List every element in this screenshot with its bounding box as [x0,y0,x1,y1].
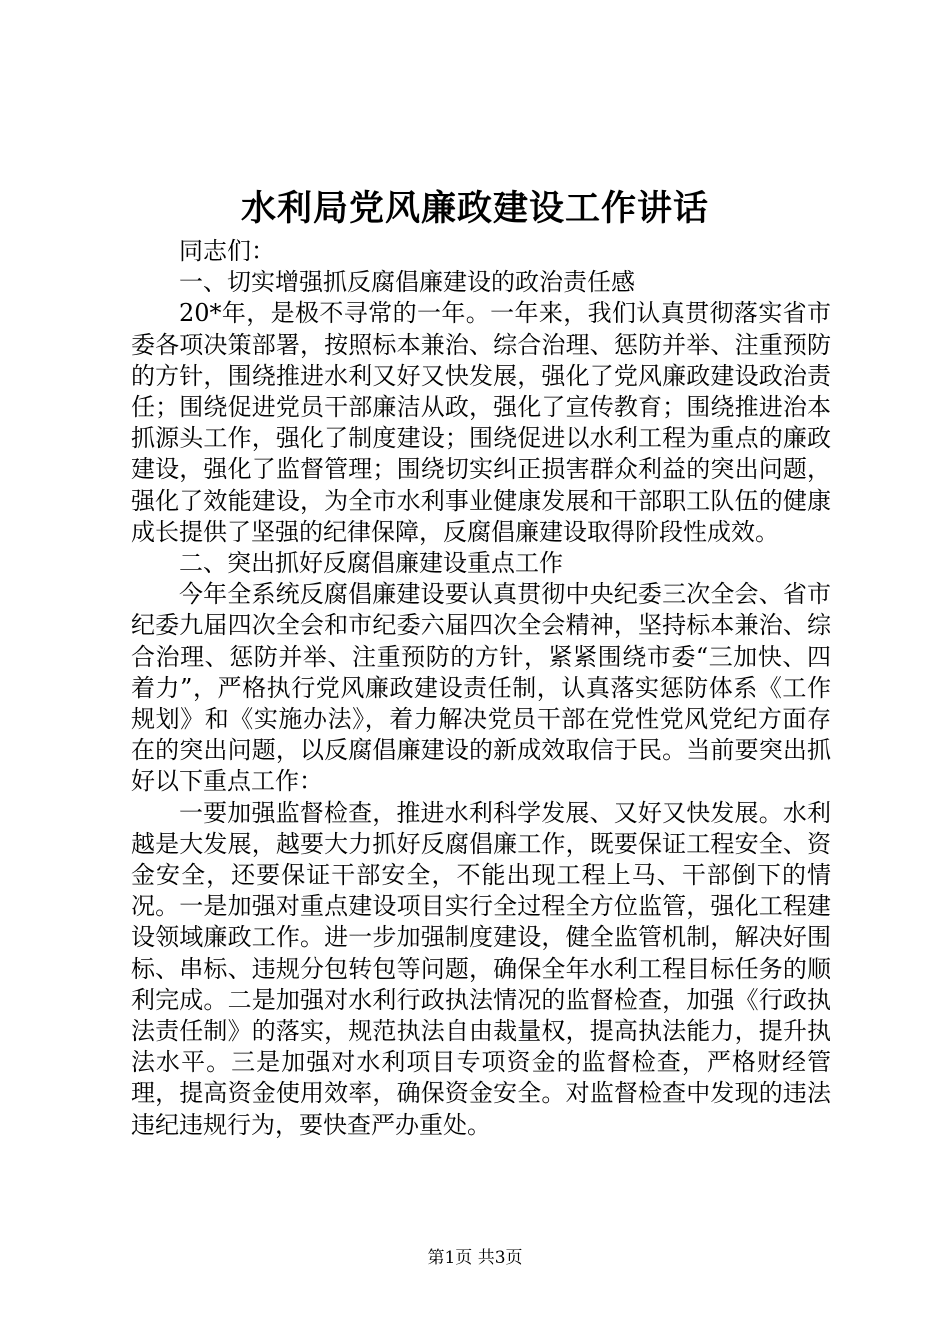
body-paragraph: 今年全系统反腐倡廉建设要认真贯彻中央纪委三次全会、省市纪委九届四次全会和市纪委六届四次全会精神，坚持标本兼治、综合治理、惩防并举、注重预防的方针，紧紧围绕市委“三加快、四着力”，严格执行党风廉政建设责任制，认真落实惩防体系《工作规划》和《实施办法》，着力解决党员干部在党性党风党纪方面存在的突出问题，以反腐倡廉建设的新成效取信于民。当前要突出抓好以下重点工作： [131,580,831,796]
document-body [131,236,831,1141]
body-paragraph: 20*年，是极不寻常的一年。一年来，我们认真贯彻落实省市委各项决策部署，按照标本兼治、综合治理、惩防并举、注重预防的方针，围绕推进水利又好又快发展，强化了党风廉政建设政治责任；围绕促进党员干部廉洁从政，强化了宣传教育；围绕推进治本抓源头工作，强化了制度建设；围绕促进以水利工程为重点的廉政建设，强化了监督管理；围绕切实纠正损害群众利益的突出问题，强化了效能建设，为全市水利事业健康发展和干部职工队伍的健康成长提供了坚强的纪律保障，反腐倡廉建设取得阶段性成效。 [131,299,831,546]
section-heading-1: 一、切实增强抓反腐倡廉建设的政治责任感 [179,268,635,297]
section-heading-2: 二、突出抓好反腐倡廉建设重点工作 [179,549,563,578]
page-footer: 第1页 共3页 [427,1248,523,1268]
salutation-paragraph: 同志们： [179,237,275,265]
body-paragraph: 一要加强监督检查，推进水利科学发展、又好又快发展。水利越是大发展，越要大力抓好反腐倡廉工作，既要保证工程安全、资金安全，还要保证干部安全，不能出现工程上马、干部倒下的情况。一是加强对重点建设项目实行全过程全方位监管，强化工程建设领域廉政工作。进一步加强制度建设，健全监管机制，解决好围标、串标、违规分包转包等问题，确保全年水利工程目标任务的顺利完成。二是加强对水利行政执法情况的监督检查，加强《行政执法责任制》的落实，规范执法自由裁量权，提高执法能力，提升执法水平。三是加强对水利项目专项资金的监督检查，严格财经管理，提高资金使用效率，确保资金安全。对监督检查中发现的违法违纪违规行为，要快查严办重处。 [131,798,831,1139]
document-title: 水利局党风廉政建设工作讲话 [240,188,709,229]
